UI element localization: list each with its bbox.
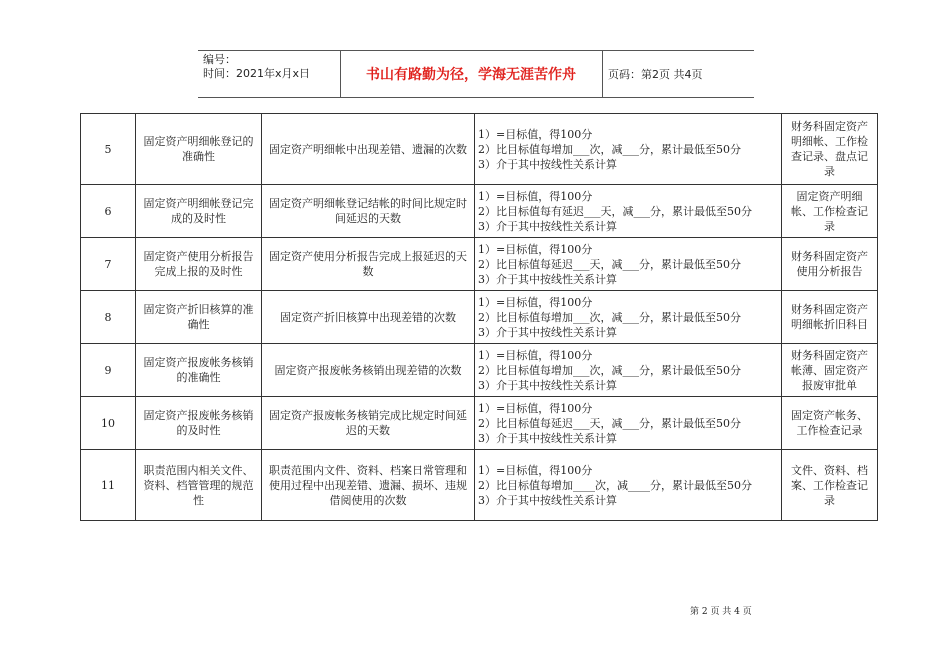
kpi-definition: 固定资产报废帐务核销完成比规定时间延迟的天数 bbox=[262, 397, 475, 450]
table-row bbox=[81, 238, 878, 291]
scoring-rule: 1）=目标值，得100分 bbox=[478, 189, 593, 203]
table-row bbox=[81, 291, 878, 344]
scoring-rule: 3）介于其中按线性关系计算 bbox=[478, 493, 617, 507]
scoring-rule: 3）介于其中按线性关系计算 bbox=[478, 157, 617, 171]
data-source: 固定资产明细帐、工作检查记录 bbox=[782, 185, 878, 238]
kpi-definition: 职责范围内文件、资料、档案日常管理和使用过程中出现差错、遗漏、损坏、违规借阅使用的次数 bbox=[262, 450, 475, 521]
scoring-rule: 2）比目标值每延迟___天，减___分，累计最低至50分 bbox=[478, 257, 741, 271]
scoring-standard bbox=[475, 185, 782, 238]
scoring-rule: 3）介于其中按线性关系计算 bbox=[478, 219, 617, 233]
page-footer: 第 2 页 共 4 页 bbox=[690, 607, 752, 617]
kpi-definition: 固定资产折旧核算中出现差错的次数 bbox=[262, 291, 475, 344]
scoring-rule: 1）=目标值，得100分 bbox=[478, 295, 593, 309]
scoring-standard bbox=[475, 114, 782, 185]
kpi-item: 固定资产使用分析报告完成上报的及时性 bbox=[136, 238, 262, 291]
kpi-item: 固定资产明细帐登记完成的及时性 bbox=[136, 185, 262, 238]
data-source: 固定资产帐务、工作检查记录 bbox=[782, 397, 878, 450]
table-row bbox=[81, 185, 878, 238]
scoring-rule: 2）比目标值每有延迟___天，减___分，累计最低至50分 bbox=[478, 204, 752, 218]
row-number: 9 bbox=[81, 344, 136, 397]
table-row bbox=[81, 450, 878, 521]
scoring-rule: 2）比目标值每增加___次，减___分，累计最低至50分 bbox=[478, 363, 741, 377]
kpi-item: 固定资产报废帐务核销的及时性 bbox=[136, 397, 262, 450]
row-number: 8 bbox=[81, 291, 136, 344]
scoring-rule: 1）=目标值，得100分 bbox=[478, 463, 593, 477]
row-number: 7 bbox=[81, 238, 136, 291]
kpi-item: 固定资产报废帐务核销的准确性 bbox=[136, 344, 262, 397]
kpi-definition: 固定资产明细帐中出现差错、遗漏的次数 bbox=[262, 114, 475, 185]
kpi-item: 固定资产折旧核算的准确性 bbox=[136, 291, 262, 344]
table-row bbox=[81, 114, 878, 185]
header-slogan: 书山有路勤为径，学海无涯苦作舟 bbox=[340, 51, 603, 97]
page-header bbox=[198, 50, 754, 98]
data-source: 财务科固定资产帐薄、固定资产报废审批单 bbox=[782, 344, 878, 397]
kpi-item: 固定资产明细帐登记的准确性 bbox=[136, 114, 262, 185]
data-source: 财务科固定资产明细帐折旧科目 bbox=[782, 291, 878, 344]
scoring-standard bbox=[475, 238, 782, 291]
row-number: 11 bbox=[81, 450, 136, 521]
scoring-standard bbox=[475, 397, 782, 450]
header-page-number: 页码：第2页 共4页 bbox=[608, 68, 703, 81]
scoring-rule: 1）=目标值，得100分 bbox=[478, 127, 593, 141]
kpi-definition: 固定资产使用分析报告完成上报延迟的天数 bbox=[262, 238, 475, 291]
data-source: 文件、资料、档案、工作检查记录 bbox=[782, 450, 878, 521]
data-source: 财务科固定资产明细帐、工作检查记录、盘点记录 bbox=[782, 114, 878, 185]
scoring-rule: 3）介于其中按线性关系计算 bbox=[478, 325, 617, 339]
scoring-rule: 1）=目标值，得100分 bbox=[478, 348, 593, 362]
row-number: 5 bbox=[81, 114, 136, 185]
kpi-definition: 固定资产报废帐务核销出现差错的次数 bbox=[262, 344, 475, 397]
document-number: 编号： bbox=[203, 53, 236, 66]
scoring-rule: 2）比目标值每增加___次，减___分，累计最低至50分 bbox=[478, 310, 741, 324]
table-row bbox=[81, 344, 878, 397]
scoring-standard bbox=[475, 291, 782, 344]
kpi-table bbox=[80, 113, 878, 521]
data-source: 财务科固定资产使用分析报告 bbox=[782, 238, 878, 291]
scoring-rule: 2）比目标值每延迟___天，减___分，累计最低至50分 bbox=[478, 416, 741, 430]
scoring-rule: 3）介于其中按线性关系计算 bbox=[478, 431, 617, 445]
scoring-rule: 3）介于其中按线性关系计算 bbox=[478, 272, 617, 286]
scoring-standard bbox=[475, 450, 782, 521]
header-meta bbox=[198, 51, 341, 97]
scoring-rule: 2）比目标值每增加___次，减___分，累计最低至50分 bbox=[478, 142, 741, 156]
scoring-rule: 3）介于其中按线性关系计算 bbox=[478, 378, 617, 392]
kpi-definition: 固定资产明细帐登记结帐的时间比规定时间延迟的天数 bbox=[262, 185, 475, 238]
table-row bbox=[81, 397, 878, 450]
row-number: 10 bbox=[81, 397, 136, 450]
scoring-rule: 1）=目标值，得100分 bbox=[478, 242, 593, 256]
document-time: 时间：2021年x月x日 bbox=[203, 67, 311, 80]
scoring-rule: 2）比目标值每增加____次，减____分，累计最低至50分 bbox=[478, 478, 752, 492]
kpi-item: 职责范围内相关文件、资料、档管管理的规范性 bbox=[136, 450, 262, 521]
scoring-rule: 1）=目标值，得100分 bbox=[478, 401, 593, 415]
scoring-standard bbox=[475, 344, 782, 397]
row-number: 6 bbox=[81, 185, 136, 238]
